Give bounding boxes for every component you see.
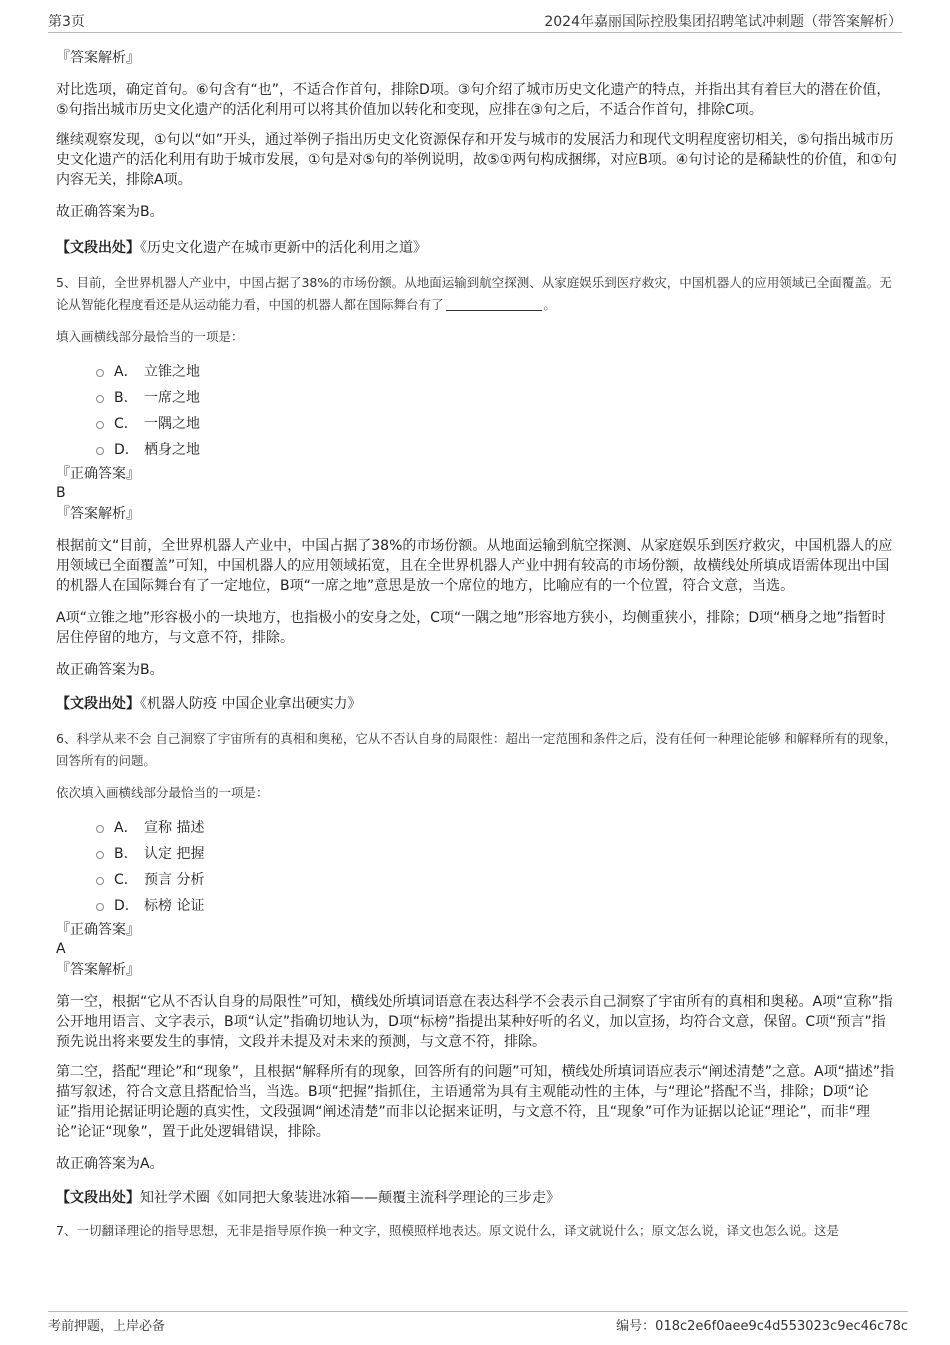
q6-source-label: 【文段出处】 <box>56 1190 140 1206</box>
q4-analysis-label: 『答案解析』 <box>56 50 140 66</box>
option-letter: C． <box>114 416 138 432</box>
radio-icon[interactable] <box>96 447 104 455</box>
q5-source-label: 【文段出处】 <box>56 696 140 712</box>
option-text: 预言 分析 <box>144 872 205 888</box>
radio-icon[interactable] <box>96 903 104 911</box>
q6-analysis-p3: 故正确答案为A。 <box>56 1156 164 1172</box>
q6-option-a[interactable] <box>96 814 898 840</box>
q5-blank <box>446 310 542 311</box>
q5-analysis-label: 『答案解析』 <box>56 506 140 522</box>
q6-source <box>56 1188 898 1208</box>
q6-stem: 6、科学从来不会 自己洞察了宇宙所有的真相和奥秘，它从不否认自身的局限性：超出一定范围和条件之后，没有任何一种理论能够 和解释所有的现象，回答所有的问题。 <box>56 731 897 768</box>
document-title: 2024年嘉丽国际控股集团招聘笔试冲刺题（带答案解析） <box>544 14 902 30</box>
footer-slogan: 考前押题，上岸必备 <box>48 1318 166 1334</box>
q6-option-c[interactable] <box>96 866 898 892</box>
option-text: 宣称 描述 <box>144 820 205 836</box>
radio-icon[interactable] <box>96 421 104 429</box>
option-text: 立锥之地 <box>144 364 200 380</box>
option-text: 认定 把握 <box>144 846 205 862</box>
q5-analysis-p3: 故正确答案为B。 <box>56 662 164 678</box>
radio-icon[interactable] <box>96 851 104 859</box>
q5-stem-end: 。 <box>543 297 557 312</box>
radio-icon[interactable] <box>96 369 104 377</box>
q5-correct-label: 『正确答案』 <box>56 466 140 482</box>
option-letter: A． <box>114 820 138 836</box>
q4-analysis-p2: 继续观察发现，①句以“如”开头，通过举例子指出历史文化资源保存和开发与城市的发展活力和现代文明程度密切相关，⑤句指出城市历史文化遗产的活化利用有助于城市发展，①句是对⑤句的举例说明，故⑤①两句构成捆绑，对应B项。④句讨论的是稀缺性的价值，和①句内容无关，排除A项。 <box>56 132 897 188</box>
q5-source <box>56 694 898 714</box>
q6-correct-label: 『正确答案』 <box>56 922 140 938</box>
q7-stem: 7、一切翻译理论的指导思想，无非是指导原作换一种文字，照模照样地表达。原文说什么，译文就说什么；原文怎么说，译文也怎么说。这是 <box>56 1223 839 1238</box>
q5-source-text: 《机器人防疫 中国企业拿出硬实力》 <box>140 696 362 712</box>
q5-analysis-p1: 根据前文“目前，全世界机器人产业中，中国占据了38%的市场份额。从地面运输到航空探测、从家庭娱乐到医疗救灾，中国机器人的应用领域已全面覆盖”可知，中国机器人的应用领域拓宽，且在全世界机器人产业中拥有较高的市场份额，故横线处所填成语需体现出中国的机器人在国际舞台有了一定地位，B项“一席之地”意思是放一个席位的地方，比喻应有的一个位置，符合文意，当选。 <box>56 538 893 594</box>
q5-prompt: 填入画横线部分最恰当的一项是： <box>56 329 244 344</box>
option-letter: B． <box>114 846 138 862</box>
option-letter: B． <box>114 390 138 406</box>
q4-source-text: 《历史文化遗产在城市更新中的活化利用之道》 <box>140 240 427 256</box>
q5-stem-text: 5、目前，全世界机器人产业中，中国占据了38%的市场份额。从地面运输到航空探测、从家庭娱乐到医疗救灾，中国机器人的应用领域已全面覆盖。无论从智能化程度看还是从运动能力看，中国的机器人都在国际舞台有了 <box>56 275 892 312</box>
q5-option-a[interactable] <box>96 358 898 384</box>
option-text: 一隅之地 <box>144 416 200 432</box>
q6-analysis-p2: 第二空，搭配“理论”和“现象”，且根据“解释所有的现象，回答所有的问题”可知，横线处所填词语应表示“阐述清楚”之意。A项“描述”指描写叙述，符合文意且搭配恰当，当选。B项“把握”指抓住，主语通常为具有主观能动性的主体，与“理论”搭配不当，排除；D项“论证”指用论据证明论题的真实性，文段强调“阐述清楚”而非以论据来证明，与文意不符，且“现象”可作为证据以论证“理论”，而非“理论”论证“现象”，置于此处逻辑错误，排除。 <box>56 1064 895 1140</box>
main-content <box>56 48 898 1242</box>
q6-options <box>56 814 898 918</box>
option-letter: C． <box>114 872 138 888</box>
q6-option-d[interactable] <box>96 892 898 918</box>
q6-analysis-p1: 第一空，根据“它从不否认自身的局限性”可知，横线处所填词语意在表达科学不会表示自己洞察了宇宙所有的真相和奥秘。A项“宣称”指公开地用语言、文字表示，B项“认定”指确切地认为，D项“标榜”指提出某种好听的名义，加以宣扬，均符合文意，保留。C项“预言”指预先说出将来要发生的事情，文段并未提及对未来的预测，与文意不符，排除。 <box>56 994 893 1050</box>
document-id: 编号：018c2e6f0aee9c4d553023c9ec46c78c <box>616 1318 908 1334</box>
q4-source-label: 【文段出处】 <box>56 240 140 256</box>
q4-source <box>56 238 898 258</box>
page-footer <box>48 1311 908 1336</box>
q5-option-d[interactable] <box>96 436 898 462</box>
q5-stem <box>56 272 898 316</box>
q5-options <box>56 358 898 462</box>
radio-icon[interactable] <box>96 825 104 833</box>
radio-icon[interactable] <box>96 395 104 403</box>
option-text: 栖身之地 <box>144 442 200 458</box>
option-text: 标榜 论证 <box>144 898 205 914</box>
page-number: 第3页 <box>48 14 85 30</box>
q4-analysis-p1: 对比选项，确定首句。⑥句含有“也”，不适合作首句，排除D项。③句介绍了城市历史文化遗产的特点，并指出其有着巨大的潜在价值，⑤句指出城市历史文化遗产的活化利用可以将其价值加以转化和变现，应排在③句之后，不适合作首句，排除C项。 <box>56 82 891 118</box>
radio-icon[interactable] <box>96 877 104 885</box>
q5-answer: B <box>56 485 66 501</box>
q6-answer: A <box>56 941 66 957</box>
option-letter: D． <box>114 442 139 458</box>
option-letter: D． <box>114 898 139 914</box>
q6-prompt: 依次填入画横线部分最恰当的一项是： <box>56 785 269 800</box>
q5-option-b[interactable] <box>96 384 898 410</box>
q5-option-c[interactable] <box>96 410 898 436</box>
page-header <box>48 10 902 33</box>
q6-option-b[interactable] <box>96 840 898 866</box>
q6-source-text: 知社学术圈《如同把大象装进冰箱——颠覆主流科学理论的三步走》 <box>140 1190 560 1206</box>
option-text: 一席之地 <box>144 390 200 406</box>
q5-analysis-p2: A项“立锥之地”形容极小的一块地方，也指极小的安身之处，C项“一隅之地”形容地方狭小，均侧重狭小，排除；D项“栖身之地”指暂时居住停留的地方，与文意不符，排除。 <box>56 610 886 646</box>
option-letter: A． <box>114 364 138 380</box>
q6-analysis-label: 『答案解析』 <box>56 962 140 978</box>
q4-analysis-p3: 故正确答案为B。 <box>56 204 164 220</box>
